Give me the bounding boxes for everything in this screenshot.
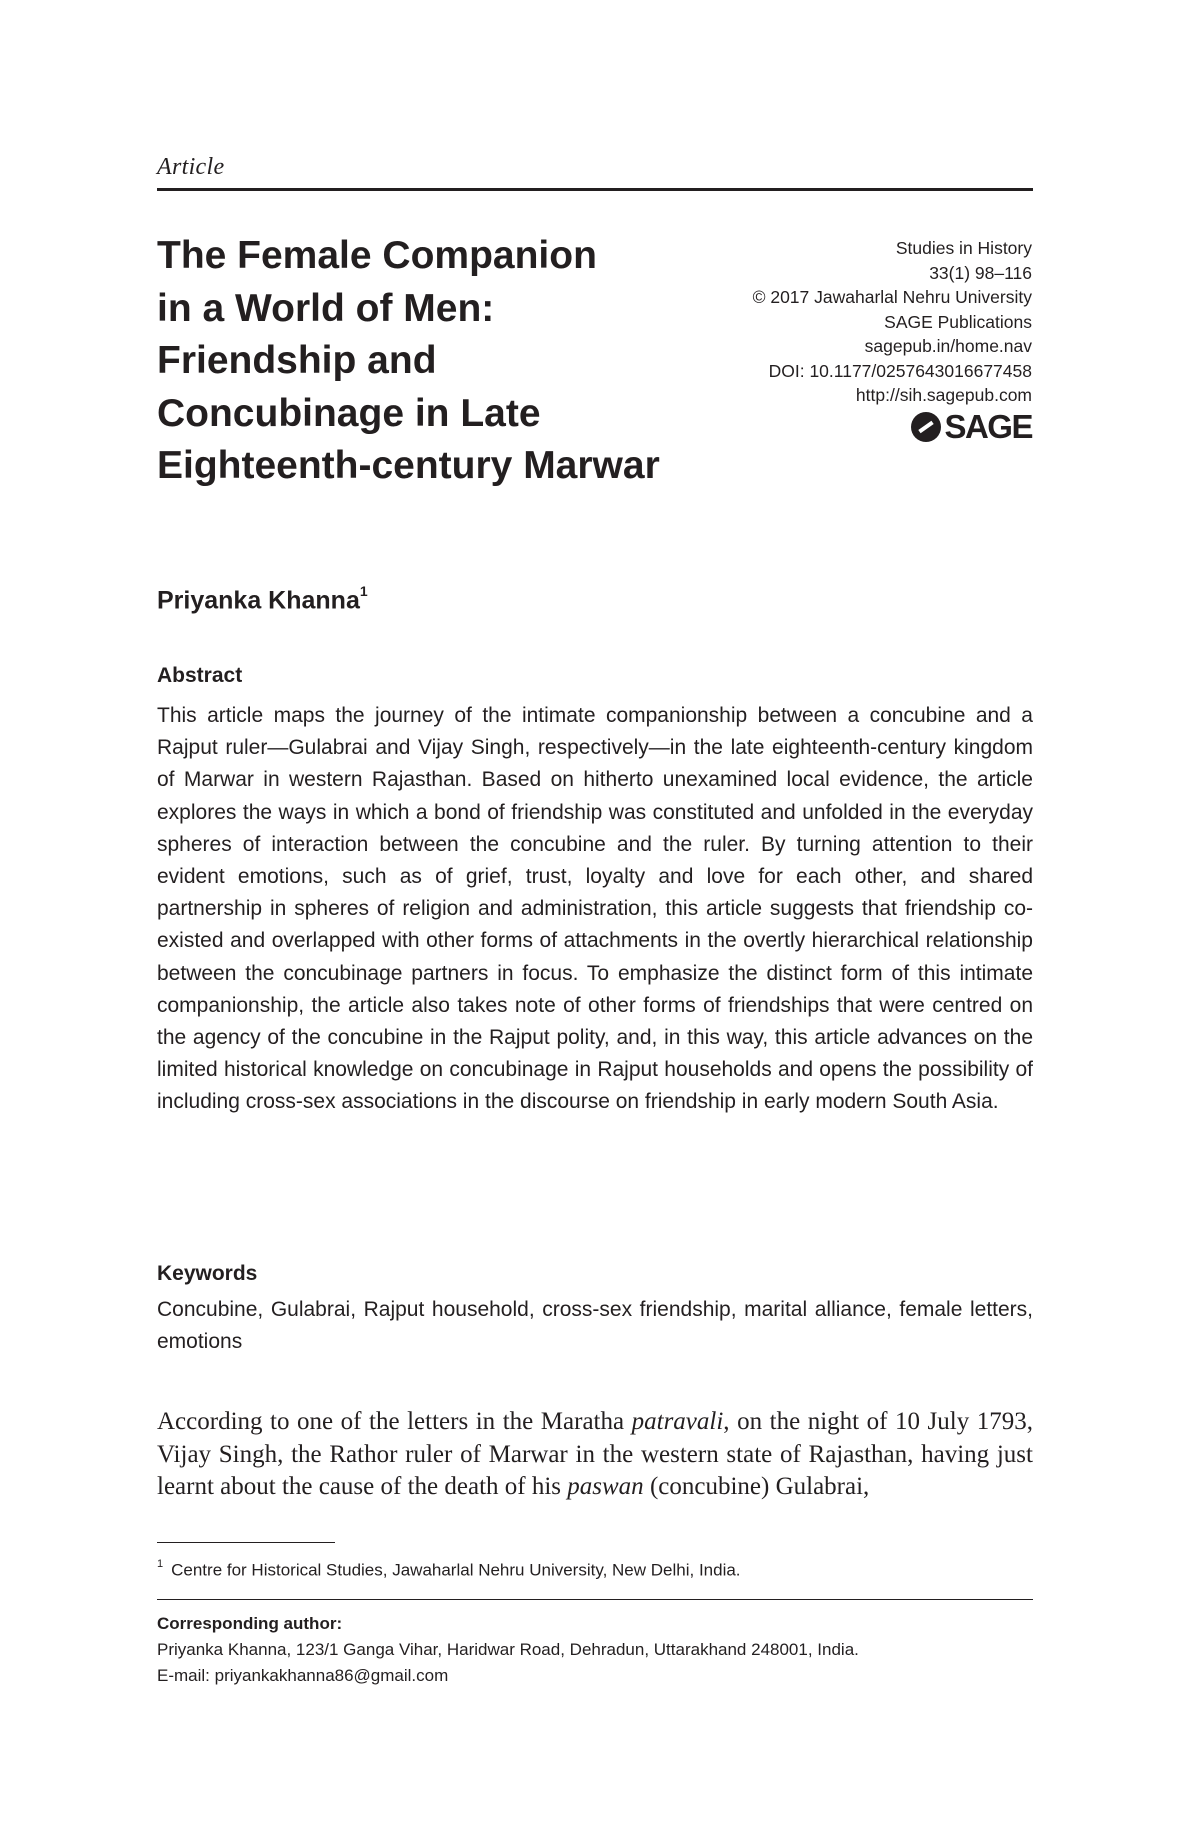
journal-volume: 33(1) 98–116 — [929, 262, 1032, 283]
title-line: The Female Companion — [157, 234, 597, 277]
corresponding-heading: Corresponding author: — [157, 1614, 343, 1633]
footnote-rule — [157, 1542, 335, 1543]
journal-info — [672, 236, 1032, 408]
copyright-line: © 2017 Jawaharlal Nehru University — [752, 287, 1032, 307]
body-paragraph — [157, 1406, 1033, 1504]
title-line: Eighteenth-century Marwar — [157, 444, 660, 487]
corresponding-address: Priyanka Khanna, 123/1 Ganga Vihar, Haridwar Road, Dehradun, Uttarakhand 248001, India. — [157, 1640, 859, 1659]
publisher-name: SAGE Publications — [884, 311, 1032, 332]
section-label: Article — [157, 154, 225, 180]
footnote-mark: 1 — [157, 1558, 164, 1570]
abstract-text: This article maps the journey of the intimate companionship between a concubine and a Rajput ruler—Gulabrai and Vijay Singh, respectively—in the late eighteenth-century kingdom of Marwar in western Rajasthan. Based on hitherto unexamined local evidence, the article explores the ways in which a bond of friendship was constituted and unfolded in the everyday spheres of interaction between the concubine and the ruler. By turning attention to their evident emotions, such as of grief, trust, loyalty and love for each other, and shared partnership in spheres of religion and administration, this article suggests that friendship co-existed and overlapped with other forms of attachments in the overtly hierarchical relationship between the concubinage partners in focus. To emphasize the distinct form of this intimate companionship, the article also takes note of other forms of friendships that were centred on the agency of the concubine in the Rajput polity, and, in this way, this article advances on the limited historical knowledge on concubinage in Rajput households and opens the possibility of including cross-sex associations in the discourse on friendship in early modern South Asia. — [157, 704, 1033, 1114]
footnote — [157, 1554, 741, 1583]
article-title — [157, 230, 717, 493]
body-italic-term: patravali — [631, 1408, 724, 1435]
keywords-text: Concubine, Gulabrai, Rajput household, cross-sex friendship, marital alliance, female letters, emotions — [157, 1298, 1033, 1353]
author-name — [157, 583, 368, 615]
title-line: Friendship and — [157, 339, 437, 382]
corresponding-rule — [157, 1599, 1033, 1600]
author-name-text: Priyanka Khanna — [157, 586, 360, 615]
journal-name: Studies in History — [895, 238, 1032, 258]
publisher-site: sagepub.in/home.nav — [864, 336, 1032, 356]
footnote-text: Centre for Historical Studies, Jawaharlal Nehru University, New Delhi, India. — [171, 1560, 741, 1580]
corresponding-email: E-mail: priyankakhanna86@gmail.com — [157, 1666, 449, 1685]
journal-url: http://sih.sagepub.com — [855, 385, 1032, 405]
author-affiliation-mark: 1 — [359, 583, 368, 599]
abstract-heading: Abstract — [157, 664, 243, 687]
sage-logo-icon — [911, 412, 941, 442]
corresponding-author-block — [157, 1611, 859, 1689]
title-line: Concubinage in Late — [157, 391, 541, 435]
sage-logo-text: SAGE — [944, 408, 1032, 445]
header-rule — [157, 188, 1033, 191]
body-text-segment: , on the night of 10 July 1793, Vijay Singh, the Rathor ruler of Marwar in the western state of Rajasthan, having just learnt about the cause of the death of his — [157, 1408, 1033, 1500]
body-text-segment: (concubine) Gulabrai, — [643, 1473, 870, 1500]
body-text-segment: According to one of the letters in the Maratha — [157, 1408, 632, 1435]
body-italic-term: paswan — [567, 1473, 644, 1500]
title-line: in a World of Men: — [157, 286, 495, 330]
sage-logo — [911, 409, 1032, 445]
keywords-heading: Keywords — [157, 1262, 258, 1285]
doi-line: DOI: 10.1177/0257643016677458 — [768, 360, 1032, 381]
